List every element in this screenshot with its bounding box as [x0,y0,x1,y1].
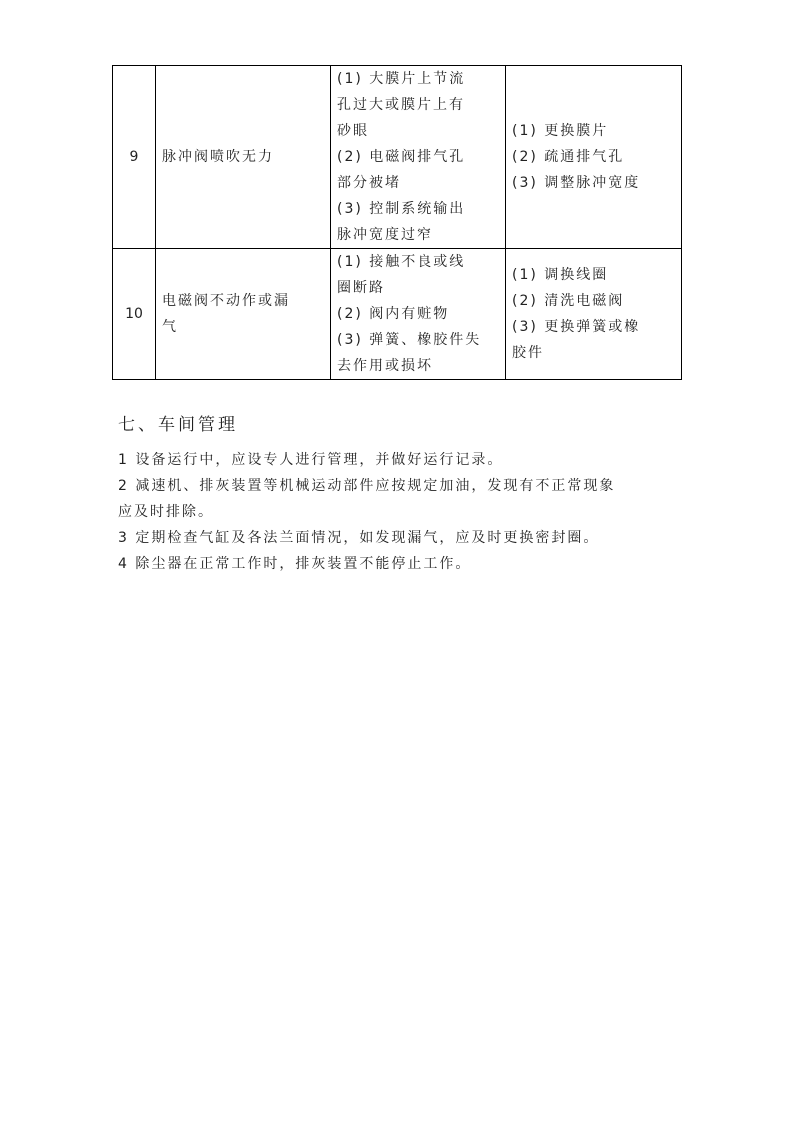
cause-cell [331,249,506,380]
remedy-line: (1) 更换膜片 [512,123,609,139]
remedy-cell [506,66,682,249]
row-number: 10 [113,249,156,380]
remedy-line: (3) 更换弹簧或橡 [512,319,641,335]
paragraph-line: 3 定期检查气缸及各法兰面情况，如发现漏气，应及时更换密封圈。 [118,530,600,546]
cause-cell [331,66,506,249]
fault-cell [156,249,331,380]
remedy-line: (2) 疏通排气孔 [512,149,625,165]
fault-line: 气 [162,319,178,335]
paragraph-line: 4 除尘器在正常工作时，排灰装置不能停止工作。 [118,556,472,572]
remedy-line: 胶件 [512,345,544,361]
row-number: 9 [113,66,156,249]
cause-line: (3) 弹簧、橡胶件失 [337,332,482,348]
cause-line: (2) 阀内有赃物 [337,306,450,322]
fault-line: 电磁阀不动作或漏 [162,293,290,309]
troubleshooting-table [112,65,682,380]
section-heading: 七、车间管理 [118,415,238,435]
cause-line: 圈断路 [337,280,385,296]
cause-line: (1) 大膜片上节流 [337,71,466,87]
remedy-line: (1) 调换线圈 [512,267,609,283]
cause-line: 脉冲宽度过窄 [337,227,433,243]
cause-line: 孔过大或膜片上有 [337,97,465,113]
fault-cell [156,66,331,249]
remedy-line: (3) 调整脉冲宽度 [512,175,641,191]
cause-line: 去作用或损坏 [337,358,433,374]
paragraph-line: 1 设备运行中，应设专人进行管理，并做好运行记录。 [118,452,504,468]
cause-line: (3) 控制系统输出 [337,201,466,217]
fault-line: 脉冲阀喷吹无力 [162,149,274,165]
paragraph-line: 应及时排除。 [118,504,214,520]
cause-line: (1) 接触不良或线 [337,254,466,270]
remedy-cell [506,249,682,380]
cause-line: (2) 电磁阀排气孔 [337,149,466,165]
paragraph-line: 2 减速机、排灰装置等机械运动部件应按规定加油，发现有不正常现象 [118,478,616,494]
cause-line: 部分被堵 [337,175,401,191]
table-row [113,66,682,249]
section-body [118,447,615,577]
table-row [113,249,682,380]
remedy-line: (2) 清洗电磁阀 [512,293,625,309]
cause-line: 砂眼 [337,123,369,139]
